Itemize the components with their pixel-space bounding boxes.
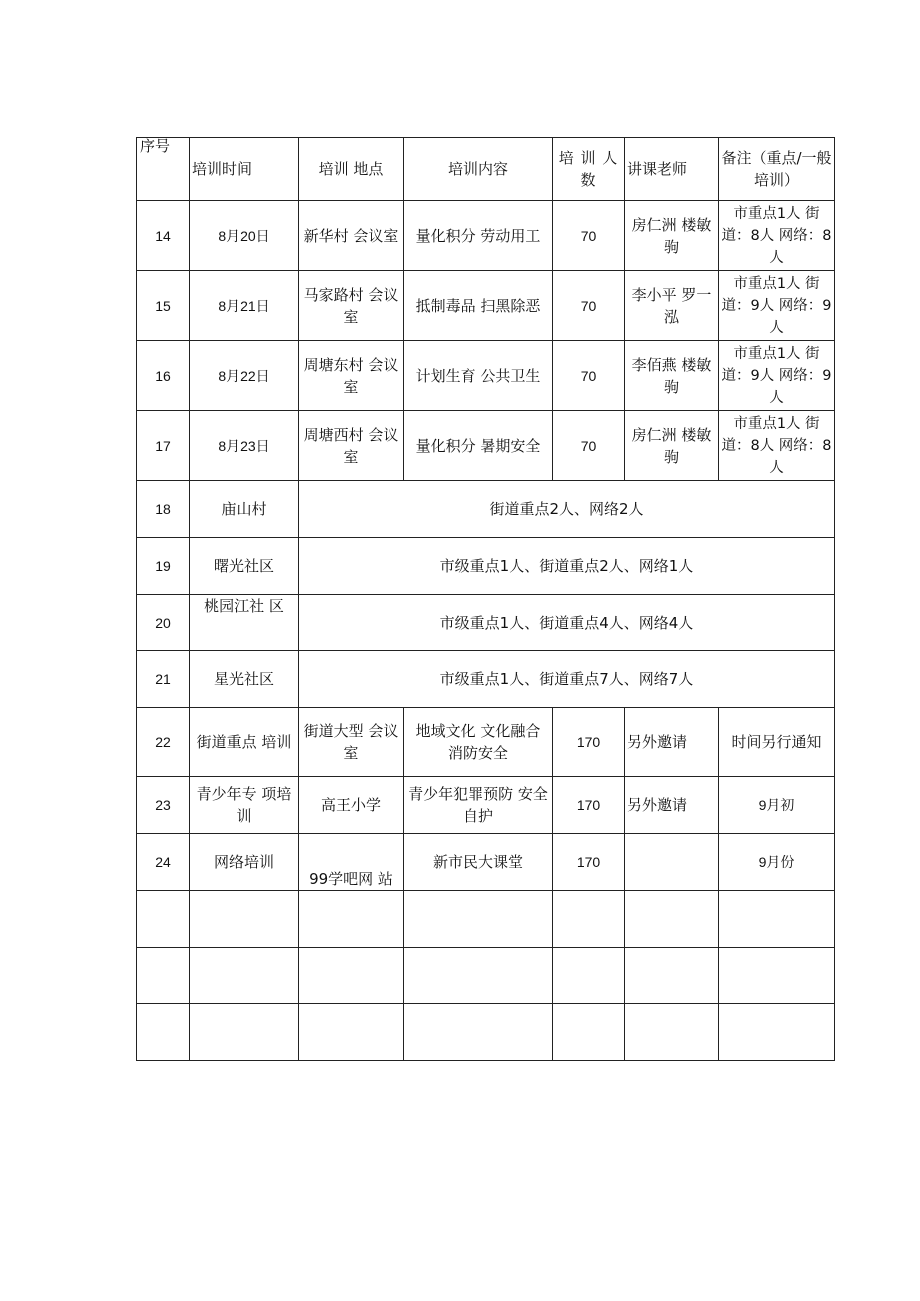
empty-cell (719, 948, 835, 1004)
table-row (137, 201, 835, 271)
row-place: 周塘西村 会议室 (299, 411, 404, 481)
empty-cell (137, 1004, 190, 1061)
empty-cell (404, 891, 553, 948)
row-teacher: 另外邀请 (625, 777, 719, 834)
row-seq: 16 (137, 341, 190, 411)
row-note: 9月份 (719, 834, 835, 891)
row-place: 高王小学 (299, 777, 404, 834)
empty-cell (404, 948, 553, 1004)
empty-row (137, 1004, 835, 1061)
row-teacher: 房仁洲 楼敏驹 (625, 201, 719, 271)
row-time: 街道重点 培训 (190, 708, 299, 777)
table-row (137, 271, 835, 341)
header-note: 备注（重点/一般培训） (719, 138, 835, 201)
empty-cell (190, 948, 299, 1004)
row-place: 周塘东村 会议室 (299, 341, 404, 411)
row-content: 量化积分 劳动用工 (404, 201, 553, 271)
row-seq: 23 (137, 777, 190, 834)
table-row (137, 411, 835, 481)
row-note: 市重点1人 街道：8人 网络：8人 (719, 411, 835, 481)
row-unit: 曙光社区 (190, 538, 299, 595)
row-seq: 17 (137, 411, 190, 481)
row-seq: 18 (137, 481, 190, 538)
row-time: 8月22日 (190, 341, 299, 411)
row-teacher: 另外邀请 (625, 708, 719, 777)
empty-cell (404, 1004, 553, 1061)
empty-row (137, 891, 835, 948)
merged-row (137, 481, 835, 538)
row-content: 地域文化 文化融合 消防安全 (404, 708, 553, 777)
empty-cell (625, 948, 719, 1004)
row-quota: 市级重点1人、街道重点2人、网络1人 (299, 538, 835, 595)
row-place: 马家路村 会议室 (299, 271, 404, 341)
row-seq: 21 (137, 651, 190, 708)
header-time: 培训时间 (190, 138, 299, 201)
row-unit: 庙山村 (190, 481, 299, 538)
empty-cell (190, 891, 299, 948)
row-seq: 15 (137, 271, 190, 341)
row-time: 青少年专 项培训 (190, 777, 299, 834)
row-count: 170 (553, 834, 625, 891)
empty-cell (553, 1004, 625, 1061)
row-place: 新华村 会议室 (299, 201, 404, 271)
row-seq: 20 (137, 595, 190, 651)
row-note: 9月初 (719, 777, 835, 834)
table-row (137, 777, 835, 834)
training-schedule-table (136, 137, 835, 1061)
row-count: 70 (553, 271, 625, 341)
row-seq: 19 (137, 538, 190, 595)
row-count: 70 (553, 411, 625, 481)
empty-cell (190, 1004, 299, 1061)
row-seq: 14 (137, 201, 190, 271)
row-place: 99学吧网 站 (299, 834, 404, 891)
empty-cell (553, 891, 625, 948)
row-seq: 22 (137, 708, 190, 777)
row-content: 青少年犯罪预防 安全自护 (404, 777, 553, 834)
row-unit: 桃园江社 区 (190, 595, 299, 651)
row-time: 网络培训 (190, 834, 299, 891)
row-count: 70 (553, 341, 625, 411)
table-row (137, 341, 835, 411)
empty-cell (137, 948, 190, 1004)
row-count: 170 (553, 777, 625, 834)
header-row (137, 138, 835, 201)
header-teacher: 讲课老师 (625, 138, 719, 201)
row-time: 8月20日 (190, 201, 299, 271)
row-seq: 24 (137, 834, 190, 891)
merged-row (137, 595, 835, 651)
row-quota: 街道重点2人、网络2人 (299, 481, 835, 538)
table-row (137, 834, 835, 891)
empty-cell (625, 891, 719, 948)
row-count: 170 (553, 708, 625, 777)
row-content: 新市民大课堂 (404, 834, 553, 891)
row-teacher (625, 834, 719, 891)
header-count: 培 训 人 数 (553, 138, 625, 201)
empty-cell (719, 1004, 835, 1061)
row-time: 8月21日 (190, 271, 299, 341)
row-time: 8月23日 (190, 411, 299, 481)
header-seq: 序号 (137, 138, 190, 201)
empty-cell (299, 948, 404, 1004)
row-quota: 市级重点1人、街道重点7人、网络7人 (299, 651, 835, 708)
row-count: 70 (553, 201, 625, 271)
row-content: 抵制毒品 扫黑除恶 (404, 271, 553, 341)
row-teacher: 李佰燕 楼敏驹 (625, 341, 719, 411)
empty-cell (719, 891, 835, 948)
row-place: 街道大型 会议室 (299, 708, 404, 777)
empty-row (137, 948, 835, 1004)
empty-cell (553, 948, 625, 1004)
header-content: 培训内容 (404, 138, 553, 201)
row-note: 市重点1人 街道：9人 网络：9人 (719, 271, 835, 341)
header-place: 培训 地点 (299, 138, 404, 201)
empty-cell (299, 1004, 404, 1061)
empty-cell (137, 891, 190, 948)
table-row (137, 708, 835, 777)
merged-row (137, 538, 835, 595)
row-content: 计划生育 公共卫生 (404, 341, 553, 411)
row-quota: 市级重点1人、街道重点4人、网络4人 (299, 595, 835, 651)
row-note: 时间另行通知 (719, 708, 835, 777)
row-note: 市重点1人 街道：8人 网络：8人 (719, 201, 835, 271)
row-teacher: 李小平 罗一泓 (625, 271, 719, 341)
empty-cell (299, 891, 404, 948)
row-unit: 星光社区 (190, 651, 299, 708)
row-teacher: 房仁洲 楼敏驹 (625, 411, 719, 481)
empty-cell (625, 1004, 719, 1061)
row-note: 市重点1人 街道：9人 网络：9人 (719, 341, 835, 411)
merged-row (137, 651, 835, 708)
row-content: 量化积分 暑期安全 (404, 411, 553, 481)
